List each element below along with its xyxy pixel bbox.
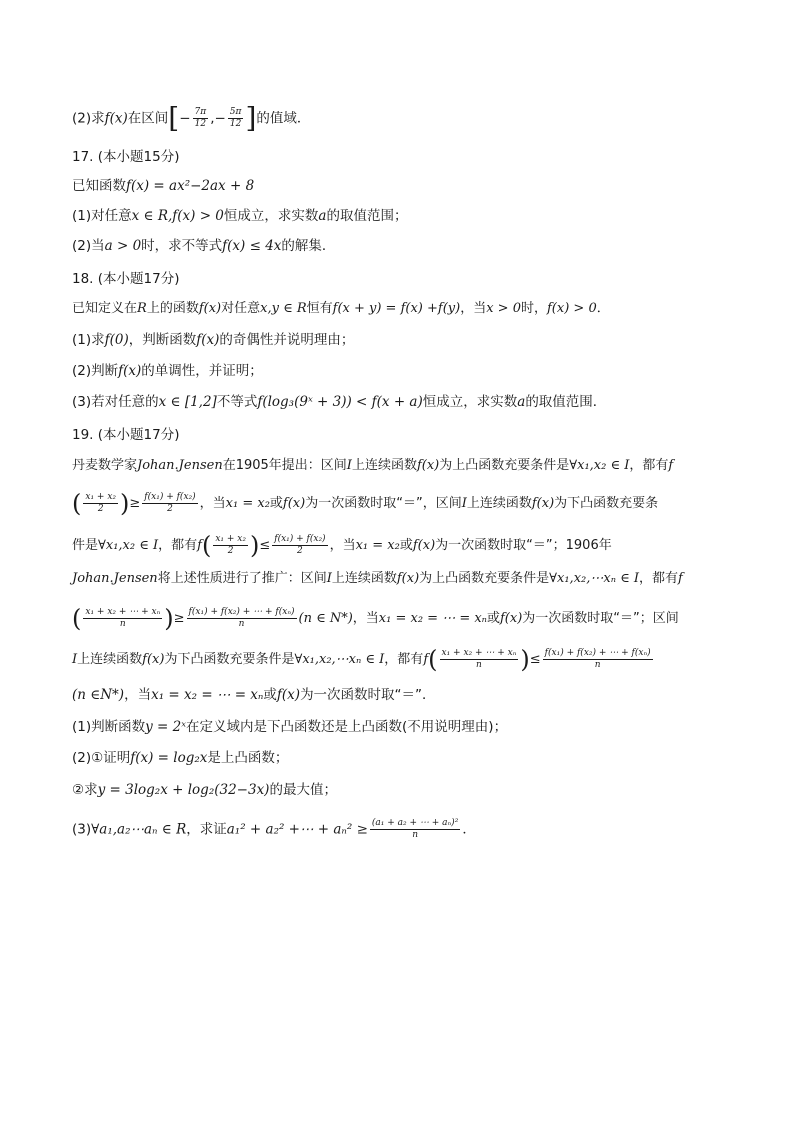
text-span: 上的函数 (146, 301, 199, 316)
math-expression: f(x) (196, 332, 220, 348)
fraction-denominator: n (119, 619, 126, 629)
math-expression: I (326, 571, 332, 586)
q17-title: 17. (本小题15分) (72, 149, 180, 165)
text-span: 为下凸函数充要条件是 (164, 652, 295, 667)
text-span: 或 (399, 538, 413, 553)
q19-line1 (72, 457, 734, 475)
text-span: 为一次函数时取“＝”；区间 (522, 611, 679, 626)
fraction-numerator: f(x₁) + f(x₂) + ⋯ + f(xₙ) (188, 607, 295, 617)
bracket: ( (201, 531, 212, 560)
fraction-denominator: 12 (229, 119, 242, 129)
math-expression: x ∈ [1,2] (158, 394, 217, 410)
q19-part1 (72, 718, 734, 736)
text-span: 的最大值； (269, 782, 337, 798)
bracket: ) (249, 531, 260, 560)
text-span: 将上述性质进行了推广：区间 (157, 571, 327, 586)
text-span: (2)①证明 (72, 750, 131, 766)
text-span: 的取值范围； (326, 208, 408, 224)
math-expression: ≤ (529, 652, 541, 667)
q16-part2 (72, 101, 734, 135)
fraction (213, 534, 248, 557)
text-span: 恒成立，求实数 (422, 394, 518, 410)
fraction (193, 107, 209, 130)
fraction (543, 648, 653, 671)
q18-title: 18. (本小题17分) (72, 271, 180, 287)
math-expression: f(x) (142, 652, 165, 667)
text: 的值域． (256, 110, 311, 127)
math-expression: a (318, 208, 327, 224)
text-span: , (210, 110, 215, 127)
text-span: 为一次函数时取“＝”，区间 (305, 496, 462, 511)
text-span: 已知定义在 (72, 301, 138, 316)
q19-line7 (72, 686, 734, 704)
text-span: (2)判断 (72, 363, 119, 379)
fraction-numerator: x₁ + x₂ (215, 534, 246, 544)
bracket: ) (120, 489, 130, 518)
math-expression: f(log₃(9ˣ + 3)) < f(x + a) (257, 394, 423, 410)
math-expression: ≥ (173, 611, 185, 626)
math-expression: f(x) ≤ 4x (222, 238, 282, 254)
fraction-denominator: 2 (97, 504, 104, 514)
q17-definition (72, 177, 734, 195)
fraction-numerator: (a₁ + a₂ + ⋯ + aₙ)² (371, 818, 459, 828)
math: f(x) (104, 110, 128, 127)
math-expression: Johan.Jensen (137, 458, 223, 473)
q19-line4 (72, 570, 734, 588)
text-span: 或 (269, 496, 283, 511)
text-span: ，当 (124, 687, 152, 703)
math-expression: I (461, 496, 467, 511)
q19-line2 (72, 489, 734, 518)
text-span: 为一次函数时取“＝”；1906年 (435, 538, 612, 553)
math-expression: f(x) (531, 496, 555, 511)
text-span: (1)对任意 (72, 208, 132, 224)
math-expression: x₁ = x₂ = ⋯ = xₙ (151, 687, 264, 703)
text-span: (1)判断函数 (72, 719, 146, 735)
bracket: ( (72, 604, 82, 633)
q18-part1 (72, 331, 734, 349)
fraction-numerator: x₁ + x₂ + ⋯ + xₙ (85, 607, 161, 617)
fraction-denominator: n (476, 660, 482, 670)
text-span: 时， (520, 301, 547, 316)
math-expression: ∀x₁,x₂,⋯xₙ ∈ I (549, 571, 639, 586)
bracket: ] (245, 101, 257, 135)
q18-part2 (72, 362, 734, 380)
fraction-numerator: 5π (229, 107, 242, 117)
text-span: (1)求 (72, 332, 105, 348)
text-span: ，当 (460, 301, 487, 316)
math-expression: − (179, 110, 191, 127)
fraction-denominator: 2 (227, 546, 234, 556)
text-span: 在定义域内是下凸函数还是上凸函数(不用说明理由)； (186, 719, 508, 735)
text-span: 的解集． (281, 238, 336, 254)
text-span: ，都有 (629, 458, 669, 473)
fraction-numerator: f(x₁) + f(x₂) (274, 534, 326, 544)
bracket: ( (428, 645, 438, 674)
text-span: 恒有 (306, 301, 333, 316)
text-span: ，求证 (186, 821, 227, 838)
math-expression: f(x) = ax²−2ax + 8 (126, 178, 255, 194)
math-expression: R (137, 301, 147, 316)
fraction-denominator: n (238, 619, 245, 629)
math-expression: ∀x₁,x₂ ∈ I (98, 538, 159, 553)
fraction (370, 818, 460, 841)
q17-part2 (72, 237, 734, 255)
math-expression: (n ∈N*) (72, 687, 125, 703)
q18-definition (72, 300, 734, 318)
math-expression: ∀x₁,x₂ ∈ I (569, 458, 630, 473)
text-span: ． (596, 301, 610, 316)
fraction-denominator: 2 (167, 504, 173, 514)
text-span: 件是 (72, 538, 99, 553)
q19-line3 (72, 531, 734, 560)
text-span: ，当 (352, 611, 379, 626)
text-span: 的取值范围． (525, 394, 607, 410)
bracket: ) (164, 604, 174, 633)
fraction-numerator: f(x₁) + f(x₂) + ⋯ + f(xₙ) (544, 648, 651, 658)
math-expression: x₁ = x₂ (355, 538, 400, 553)
math-expression: I (72, 652, 78, 667)
math-expression: f (197, 538, 202, 553)
fraction (83, 492, 118, 515)
q19-title: 19. (本小题17分) (72, 427, 180, 443)
text-span: (2)当 (72, 238, 105, 254)
math-expression: f(x) (282, 496, 306, 511)
text-span: 不等式 (216, 394, 258, 410)
text-span: (3) (72, 821, 92, 838)
text-span: ，当 (199, 496, 226, 511)
math-expression: f (668, 458, 674, 473)
text-span: 的奇偶性并说明理由； (219, 332, 355, 348)
math-expression: I (346, 458, 352, 473)
math-expression: f(x) (396, 571, 420, 586)
math-expression: f (423, 652, 429, 667)
text-span: 为上凸函数充要条件是 (419, 571, 550, 586)
text-span: 或 (263, 687, 277, 703)
q19-line6 (72, 645, 734, 674)
math-expression: f(x) (276, 687, 301, 703)
math-expression: x₁ = x₂ (225, 496, 270, 511)
math-expression: y = 3log₂x + log₂(32−3x) (97, 782, 270, 798)
text-span: 时，求不等式 (141, 238, 223, 254)
math-expression: (n ∈ N*) (298, 611, 353, 626)
math-expression: f (678, 571, 683, 586)
text-span: 丹麦数学家 (72, 458, 138, 473)
fraction (83, 607, 162, 630)
q19-line5 (72, 604, 734, 633)
math-expression: f(x) (198, 301, 222, 316)
math-expression: a₁² + a₂² +⋯ + aₙ² ≥ (226, 821, 368, 838)
text-span: 对任意 (221, 301, 261, 316)
bracket: ( (72, 489, 82, 518)
text-span: 上连续函数 (351, 458, 417, 473)
bracket: ) (520, 645, 530, 674)
text-span: ，判断函数 (128, 332, 197, 348)
math-expression: ≥ (129, 496, 141, 511)
fraction (187, 607, 297, 630)
text-span: 上连续函数 (331, 571, 397, 586)
fraction-denominator: 2 (297, 546, 303, 556)
text-span: ②求 (72, 782, 98, 798)
math-expression: f(x) > 0 (547, 301, 597, 316)
math-expression: x > 0 (486, 301, 521, 316)
text-span: 是上凸函数； (207, 750, 289, 766)
text-span: 的单调性，并证明； (141, 363, 263, 379)
math-expression: y = 2ˣ (145, 719, 187, 735)
fraction (440, 648, 519, 671)
fraction-numerator: 7π (194, 107, 207, 117)
text-span: 为一次函数时取“＝”． (300, 687, 436, 703)
math-expression: ∀a₁,a₂⋯aₙ ∈ R (91, 821, 187, 838)
math-expression: x ∈ R,f(x) > 0 (131, 208, 224, 224)
q19-part2-1 (72, 749, 734, 767)
fraction (272, 534, 327, 557)
q19-part2-2 (72, 781, 734, 799)
fraction-numerator: x₁ + x₂ + ⋯ + xₙ (441, 648, 517, 658)
text-span: 或 (486, 611, 500, 626)
q19-part3 (72, 818, 734, 841)
text-span: ，都有 (639, 571, 679, 586)
text-span: ，都有 (384, 652, 424, 667)
math-expression: Johan.Jensen (72, 571, 158, 586)
text-span: 在1905年提出：区间 (222, 458, 347, 473)
math-expression: x,y ∈ R (260, 301, 307, 316)
text-span: (3)若对任意的 (72, 394, 159, 410)
fraction-numerator: x₁ + x₂ (85, 492, 117, 502)
math-expression: − (214, 110, 226, 127)
fraction (142, 492, 197, 515)
text-span: 上连续函数 (466, 496, 532, 511)
math-expression: f(x) (499, 611, 523, 626)
math-expression: f(x) (416, 458, 440, 473)
math-expression: ∀x₁,x₂,⋯xₙ ∈ I (294, 652, 385, 667)
fraction-denominator: n (594, 660, 601, 670)
math-expression: a (517, 394, 526, 410)
text-span: 已知函数 (72, 178, 126, 194)
math-expression: f(0) (104, 332, 129, 348)
text-span: 为上凸函数充要条件是 (439, 458, 570, 473)
bracket: [ (168, 101, 180, 135)
math-expression: a > 0 (104, 238, 142, 254)
math-expression: f(x) = log₂x (130, 750, 208, 766)
fraction-denominator: 12 (194, 119, 207, 129)
text-span: 恒成立，求实数 (223, 208, 319, 224)
fraction-numerator: f(x₁) + f(x₂) (144, 492, 196, 502)
fraction (228, 107, 244, 130)
math-expression: f(x + y) = f(x) +f(y) (332, 301, 461, 316)
fraction-denominator: n (412, 830, 419, 840)
q17-part1 (72, 207, 734, 225)
text-span: ． (462, 821, 476, 838)
text-span: ，都有 (158, 538, 198, 553)
text-span: ，当 (329, 538, 356, 553)
math-expression: f(x) (118, 363, 142, 379)
text-span: 上连续函数 (77, 652, 143, 667)
text: 在区间 (127, 110, 169, 127)
q18-part3 (72, 393, 734, 411)
math-expression: f(x) (412, 538, 436, 553)
text-span: 为下凸函数充要条 (554, 496, 659, 511)
math-expression: x₁ = x₂ = ⋯ = xₙ (378, 611, 487, 626)
math-expression: ≤ (259, 538, 271, 553)
text: (2)求 (72, 110, 105, 127)
